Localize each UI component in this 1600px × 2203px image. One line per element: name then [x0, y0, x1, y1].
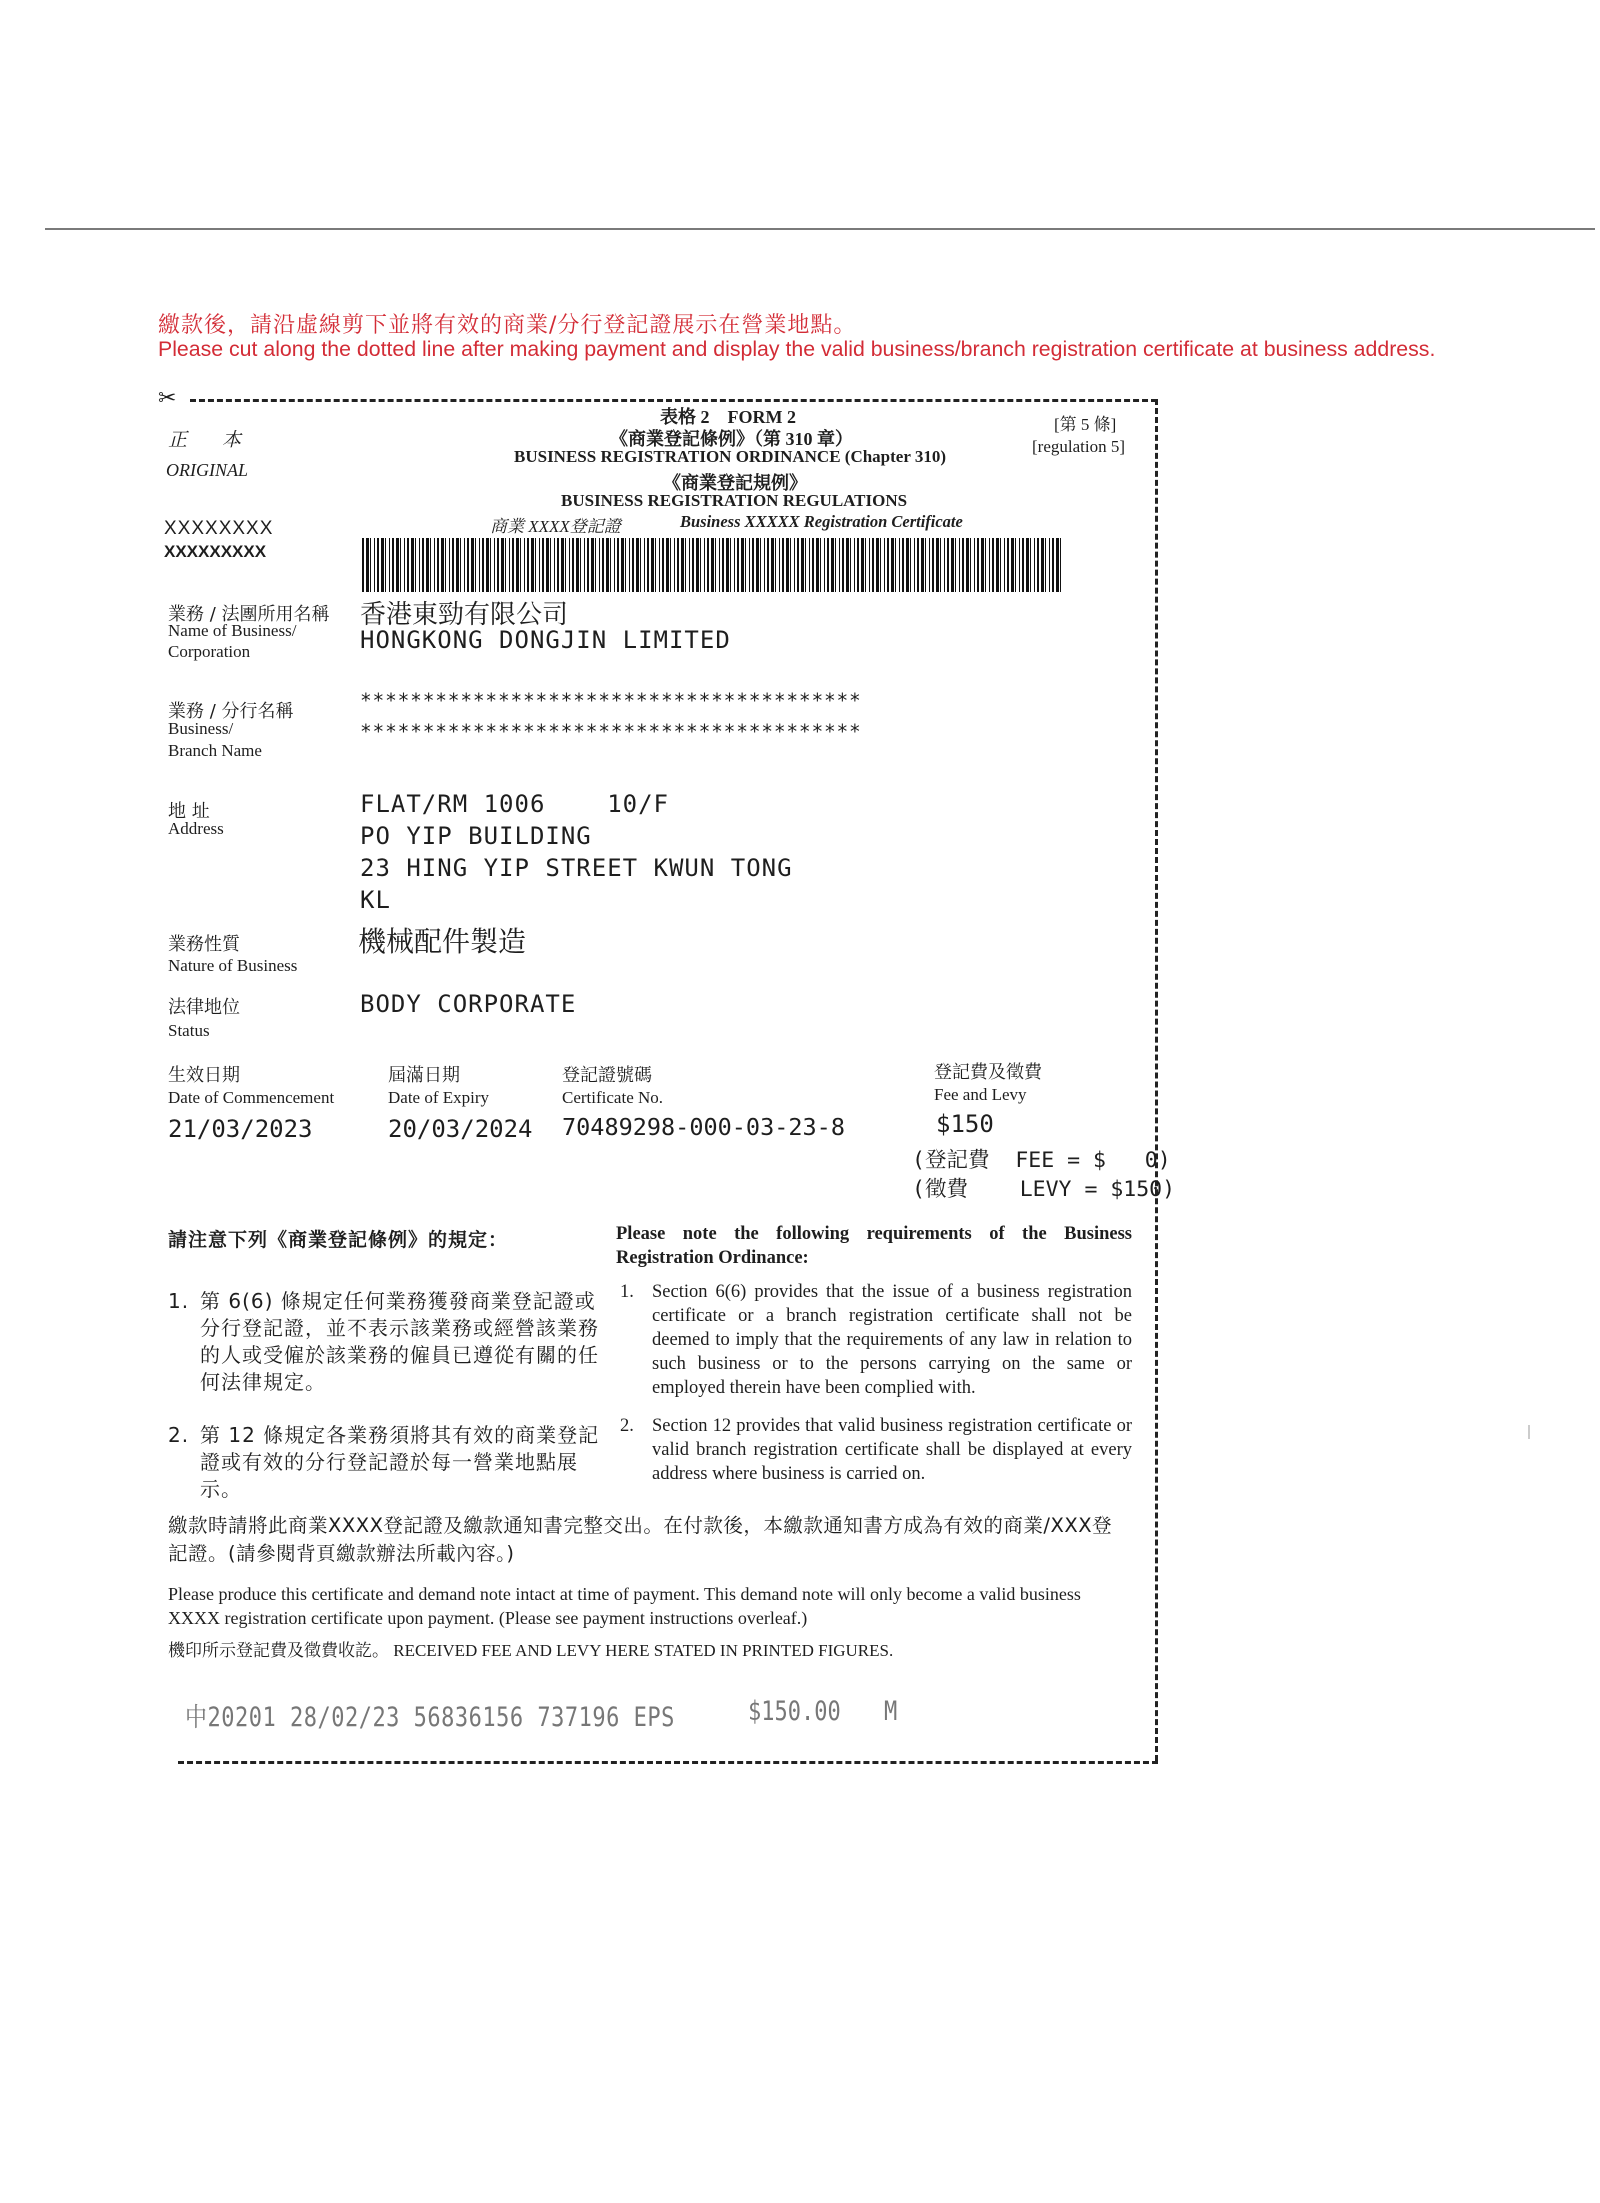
- name-label-cn: 業務 / 法團所用名稱: [168, 604, 330, 625]
- fee-label-cn: 登記費及徵費: [934, 1062, 1042, 1083]
- redacted-code-1: XXXXXXXX: [164, 518, 274, 539]
- scan-speck: [1528, 1425, 1530, 1439]
- scissors-icon: ✂: [158, 386, 177, 411]
- instruction-cn: 繳款後，請沿虛線剪下並將有效的商業/分行登記證展示在營業地點。: [158, 313, 857, 338]
- nature-of-business: 機械配件製造: [358, 925, 527, 958]
- status-value: BODY CORPORATE: [360, 990, 577, 1018]
- branch-label-cn: 業務 / 分行名稱: [168, 701, 294, 722]
- branch-name-line-1: ****************************************: [360, 689, 862, 712]
- fee-breakdown-fee: (登記費 FEE = $ 0): [912, 1148, 1171, 1173]
- note-2-number-en: 2.: [620, 1416, 634, 1436]
- status-label-cn: 法律地位: [168, 997, 240, 1018]
- nature-label-cn: 業務性質: [168, 934, 240, 955]
- certificate-title-en: Business XXXXX Registration Certificate: [680, 512, 963, 531]
- address-label-en: Address: [168, 819, 224, 838]
- branch-label-en-1: Business/: [168, 719, 234, 738]
- note-1-en: Section 6(6) provides that the issue of a business registration certificate or a branch registration certificate shall not be deemed to imply that the requirements of any law in relation to such business or to the persons carrying on the same or employed therein have been complied with.: [652, 1282, 1132, 1398]
- nature-label-en: Nature of Business: [168, 956, 298, 975]
- received-fee-statement: 機印所示登記費及徵費收訖。 RECEIVED FEE AND LEVY HERE STATED IN PRINTED FIGURES.: [168, 1641, 894, 1660]
- certificate-number: 70489298-000-03-23-8: [562, 1113, 845, 1141]
- commencement-date: 21/03/2023: [168, 1115, 313, 1143]
- branch-label-en-2: Branch Name: [168, 741, 262, 760]
- ordinance-en: BUSINESS REGISTRATION ORDINANCE (Chapter 310): [514, 447, 946, 466]
- business-name-cn: 香港東勁有限公司: [360, 600, 569, 630]
- receipt-code: 中20201 28/02/23 56836156 737196 EPS: [185, 1703, 675, 1733]
- note-2-en: Section 12 provides that valid business registration certificate or valid branch registration certificate shall be displayed at every address where business is carried on.: [652, 1416, 1132, 1484]
- ordinance-cn: 《商業登記條例》（第 310 章）: [610, 429, 853, 449]
- scan-edge-line: [45, 228, 1595, 230]
- fee-total: $150: [936, 1110, 994, 1138]
- instruction-en: Please cut along the dotted line after making payment and display the valid business/branch registration certificate at business address.: [158, 337, 1436, 361]
- notes-heading-en: Please note the following requirements of the Business Registration Ordinance:: [616, 1224, 1132, 1268]
- expiry-label-cn: 屆滿日期: [388, 1065, 460, 1086]
- note-2-number-cn: 2.: [168, 1423, 190, 1447]
- redacted-code-2: XXXXXXXXX: [164, 542, 267, 561]
- commencement-label-cn: 生效日期: [168, 1065, 240, 1086]
- section-reference-cn: [第 5 條]: [1054, 415, 1117, 434]
- expiry-date: 20/03/2024: [388, 1115, 533, 1143]
- cut-line-top: [190, 399, 1157, 402]
- original-label-cn: 正 本: [168, 429, 250, 451]
- status-label-en: Status: [168, 1021, 210, 1040]
- payment-instruction-en: Please produce this certificate and demand note intact at time of payment. This demand note will only become a valid business XXXX registration certificate upon payment. (Please see payment instructions overleaf.): [168, 1584, 1081, 1628]
- note-1-number-en: 1.: [620, 1282, 634, 1302]
- name-label-en-2: Corporation: [168, 642, 251, 661]
- note-2-cn: 第 12 條規定各業務須將其有效的商業登記證或有效的分行登記證於每一營業地點展示。: [200, 1423, 600, 1501]
- address-line-3: 23 HING YIP STREET KWUN TONG: [360, 854, 793, 882]
- name-label-en-1: Name of Business/: [168, 621, 297, 640]
- regulations-en: BUSINESS REGISTRATION REGULATIONS: [561, 491, 908, 510]
- regulations-cn: 《商業登記規例》: [663, 473, 807, 493]
- certificate-title-cn: 商業 XXXX登記證: [490, 517, 621, 536]
- commencement-label-en: Date of Commencement: [168, 1088, 335, 1107]
- receipt-amount: $150.00: [748, 1697, 841, 1727]
- original-label-en: ORIGINAL: [166, 460, 248, 480]
- certificate-no-label-en: Certificate No.: [562, 1088, 664, 1107]
- section-reference-en: [regulation 5]: [1032, 437, 1125, 456]
- barcode: [362, 538, 1062, 592]
- address-line-4: KL: [360, 886, 391, 914]
- payment-instruction-cn: 繳款時請將此商業XXXX登記證及繳款通知書完整交出。在付款後，本繳款通知書方成為有效的商業/XXX登記證。(請參閱背頁繳款辦法所載內容。): [168, 1514, 1113, 1565]
- fee-breakdown-levy: (徵費 LEVY = $150): [912, 1177, 1176, 1202]
- address-label-cn: 地 址: [168, 801, 210, 822]
- cut-line-bottom: [178, 1761, 1158, 1764]
- address-line-2: PO YIP BUILDING: [360, 822, 592, 850]
- certificate-no-label-cn: 登記證號碼: [562, 1065, 652, 1086]
- note-1-cn: 第 6(6) 條規定任何業務獲發商業登記證或分行登記證，並不表示該業務或經營該業務的人或受僱於該業務的僱員已遵從有關的任何法律規定。: [200, 1289, 599, 1394]
- cut-line-right: [1155, 399, 1158, 1761]
- notes-heading-cn: 請注意下列《商業登記條例》的規定：: [168, 1229, 509, 1251]
- receipt-mark: M: [884, 1697, 898, 1727]
- note-1-number-cn: 1.: [168, 1289, 190, 1313]
- form-number: 表格 2 FORM 2: [660, 407, 796, 427]
- expiry-label-en: Date of Expiry: [388, 1088, 490, 1107]
- business-name-en: HONGKONG DONGJIN LIMITED: [360, 626, 731, 654]
- fee-label-en: Fee and Levy: [934, 1085, 1027, 1104]
- address-line-1: FLAT/RM 1006 10/F: [360, 790, 669, 818]
- branch-name-line-2: ****************************************: [360, 720, 862, 743]
